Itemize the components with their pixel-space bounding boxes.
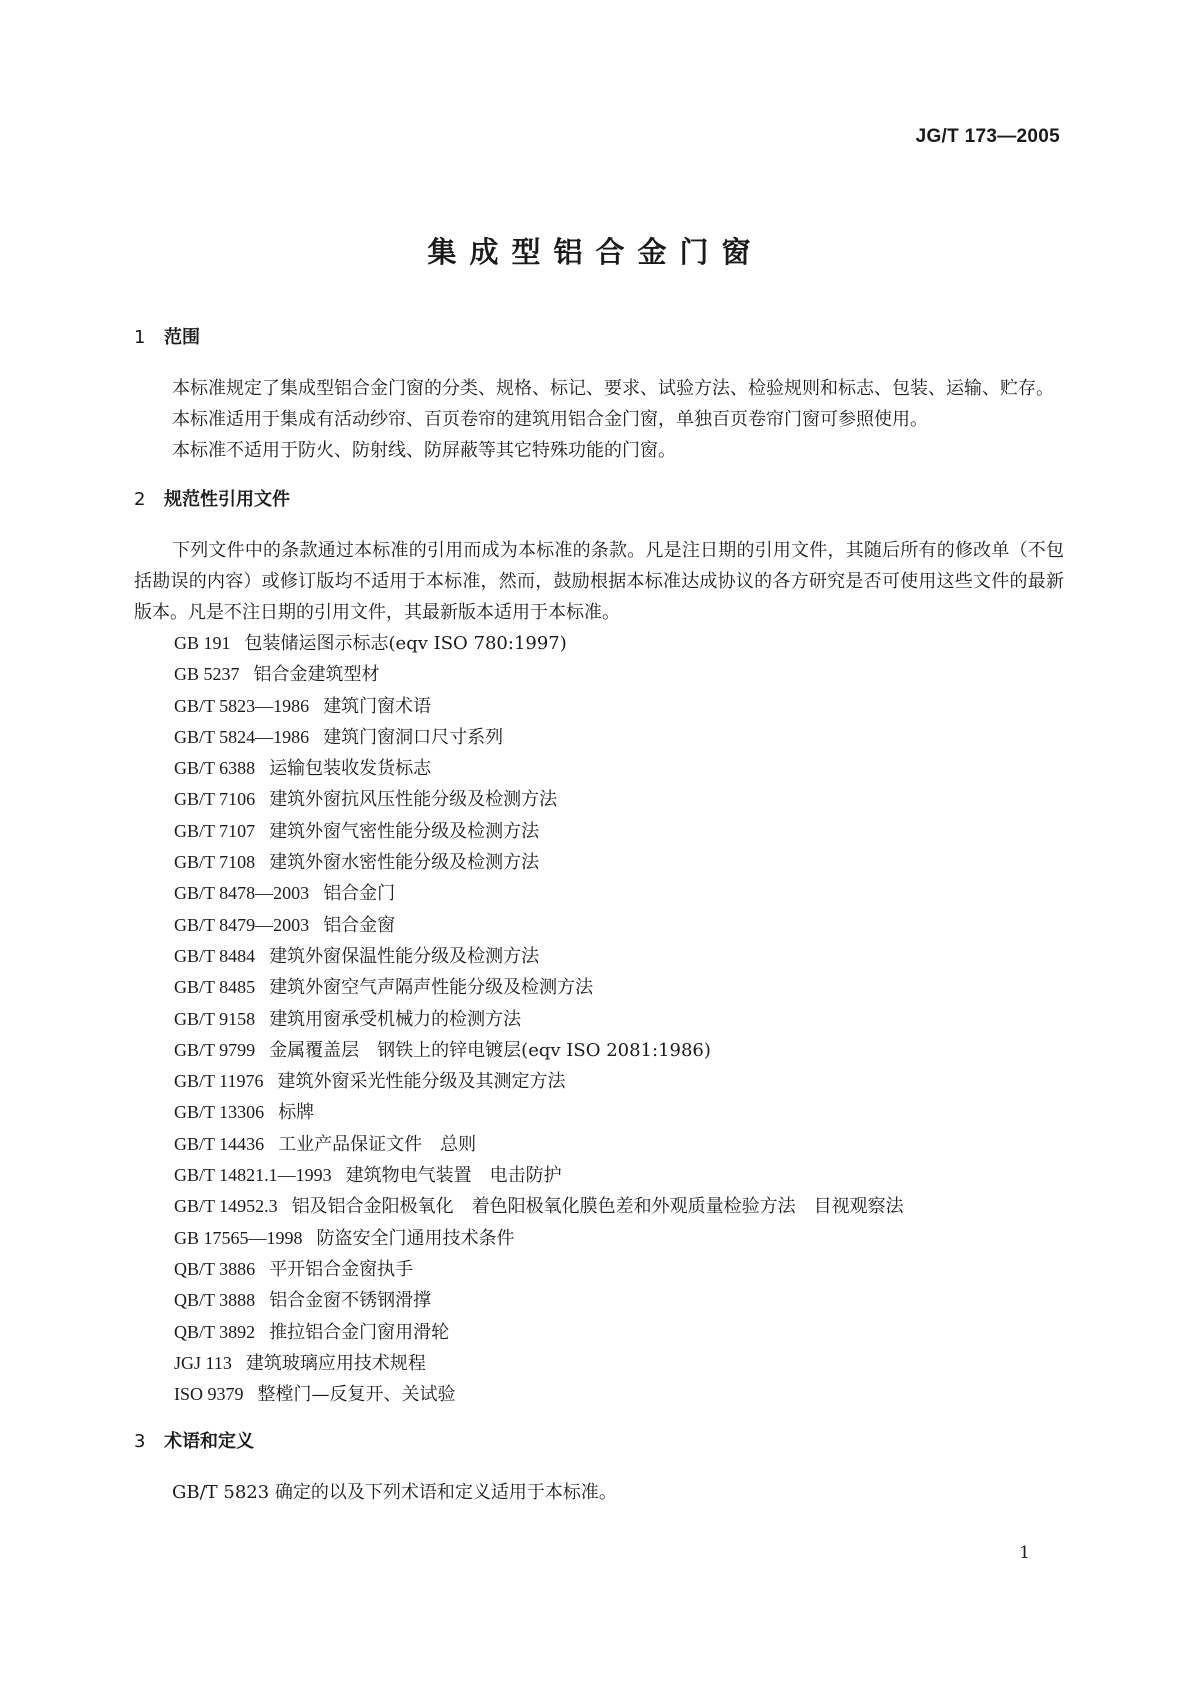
reference-code: GB/T 8484 xyxy=(174,945,256,966)
reference-title: 建筑外窗抗风压性能分级及检测方法 xyxy=(269,789,558,811)
reference-title: 建筑外窗水密性能分级及检测方法 xyxy=(269,852,540,874)
reference-item xyxy=(134,1097,1064,1128)
reference-code: GB 17565—1998 xyxy=(174,1227,303,1248)
reference-title: 建筑外窗保温性能分级及检测方法 xyxy=(269,945,540,967)
section-title: 术语和定义 xyxy=(164,1431,254,1453)
scope-paragraph: 本标准规定了集成型铝合金门窗的分类、规格、标记、要求、试验方法、检验规则和标志、包装、运输、贮存。 xyxy=(172,378,1054,399)
reference-item xyxy=(134,659,1064,690)
reference-item xyxy=(134,784,1064,815)
reference-code: GB/T 11976 xyxy=(174,1071,264,1092)
reference-code: GB/T 8479—2003 xyxy=(174,914,310,935)
section-title: 规范性引用文件 xyxy=(164,489,290,510)
reference-code: QB/T 3892 xyxy=(174,1321,256,1342)
section-heading-scope xyxy=(134,322,1064,353)
reference-item xyxy=(134,722,1064,753)
document-title: 集成型铝合金门窗 xyxy=(427,235,764,269)
reference-item xyxy=(134,878,1064,909)
reference-code: GB 191 xyxy=(174,633,231,653)
reference-code: GB/T 5824—1986 xyxy=(174,726,310,747)
reference-item xyxy=(134,691,1064,722)
reference-code: GB/T 9158 xyxy=(174,1008,256,1029)
reference-item xyxy=(134,1348,1064,1379)
reference-code: GB/T 5823—1986 xyxy=(174,695,310,716)
reference-title: 运输包装收发货标志 xyxy=(269,758,432,780)
reference-title: 铝合金建筑型材 xyxy=(253,664,380,686)
reference-item xyxy=(134,1254,1064,1285)
document-body xyxy=(134,322,1064,1508)
reference-item xyxy=(134,972,1064,1003)
reference-code: GB/T 9799 xyxy=(174,1039,256,1060)
reference-code: GB/T 7106 xyxy=(174,789,256,810)
reference-code: GB/T 14436 xyxy=(174,1133,265,1154)
reference-title: 建筑门窗洞口尺寸系列 xyxy=(323,726,504,748)
reference-code: JGJ 113 xyxy=(174,1352,232,1373)
reference-title: 铝合金窗不锈钢滑撑 xyxy=(269,1290,432,1312)
terms-paragraph: GB/T 5823 确定的以及下列术语和定义适用于本标准。 xyxy=(172,1482,617,1504)
reference-item xyxy=(134,910,1064,941)
reference-title: 整樘门—反复开、关试验 xyxy=(257,1384,456,1406)
reference-title: 铝合金门 xyxy=(323,883,396,905)
reference-code: QB/T 3888 xyxy=(174,1290,256,1311)
reference-title: 建筑门窗术语 xyxy=(323,695,432,717)
reference-code: GB/T 13306 xyxy=(174,1102,265,1123)
reference-code: GB 5237 xyxy=(174,664,240,685)
reference-title: 推拉铝合金门窗用滑轮 xyxy=(269,1321,450,1343)
reference-title: 建筑外窗采光性能分级及其测定方法 xyxy=(277,1071,566,1093)
reference-code: GB/T 8485 xyxy=(174,977,256,998)
reference-item xyxy=(134,1285,1064,1316)
reference-title: 标牌 xyxy=(278,1102,315,1124)
reference-title: 包装储运图示标志(eqv ISO 780:1997) xyxy=(244,633,567,654)
reference-item xyxy=(134,1317,1064,1348)
reference-item xyxy=(134,1066,1064,1097)
reference-item xyxy=(134,816,1064,847)
reference-title: 铝合金窗 xyxy=(323,914,396,936)
reference-code: GB/T 7108 xyxy=(174,852,256,873)
page-number: 1 xyxy=(1019,1543,1030,1563)
reference-item xyxy=(134,1129,1064,1160)
reference-title: 建筑外窗空气声隔声性能分级及检测方法 xyxy=(269,977,594,999)
section-heading-normative-references xyxy=(134,484,1064,515)
reference-code: GB/T 6388 xyxy=(174,758,256,779)
reference-item xyxy=(134,941,1064,972)
reference-title: 建筑物电气装置 电击防护 xyxy=(345,1165,562,1187)
reference-title: 防盗安全门通用技术条件 xyxy=(316,1227,515,1249)
reference-title: 建筑外窗气密性能分级及检测方法 xyxy=(269,820,540,842)
section-title: 范围 xyxy=(164,327,200,348)
section-number: 1 xyxy=(134,327,146,348)
reference-item xyxy=(134,847,1064,878)
reference-item xyxy=(134,1035,1064,1066)
references-intro: 下列文件中的条款通过本标准的引用而成为本标准的条款。凡是注日期的引用文件，其随后所有的修改单（不包括勘误的内容）或修订版均不适用于本标准，然而，鼓励根据本标准达成协议的各方研究是否可使用这些文件的最新版本。凡是不注日期的引用文件，其最新版本适用于本标准。 xyxy=(134,540,1064,623)
section-heading-terms xyxy=(134,1426,1064,1457)
scope-paragraph: 本标准适用于集成有活动纱帘、百页卷帘的建筑用铝合金门窗，单独百页卷帘门窗可参照使用。 xyxy=(172,409,928,430)
reference-title: 铝及铝合金阳极氧化 着色阳极氧化膜色差和外观质量检验方法 目视观察法 xyxy=(291,1196,904,1218)
reference-title: 建筑玻璃应用技术规程 xyxy=(245,1352,426,1374)
reference-code: GB/T 8478—2003 xyxy=(174,883,310,904)
reference-code: ISO 9379 xyxy=(174,1384,244,1405)
reference-item xyxy=(134,1379,1064,1410)
reference-title: 建筑用窗承受机械力的检测方法 xyxy=(269,1008,522,1030)
reference-item xyxy=(134,753,1064,784)
reference-item xyxy=(134,1004,1064,1035)
reference-code: QB/T 3886 xyxy=(174,1258,256,1279)
reference-item xyxy=(134,1223,1064,1254)
reference-item xyxy=(134,628,1064,659)
reference-item xyxy=(134,1160,1064,1191)
reference-code: GB/T 7107 xyxy=(174,820,256,841)
reference-title: 工业产品保证文件 总则 xyxy=(278,1133,477,1155)
reference-title: 金属覆盖层 钢铁上的锌电镀层(eqv ISO 2081:1986) xyxy=(269,1039,711,1061)
section-number: 3 xyxy=(134,1431,146,1453)
reference-list xyxy=(134,628,1064,1410)
reference-title: 平开铝合金窗执手 xyxy=(269,1258,414,1280)
reference-code: GB/T 14821.1—1993 xyxy=(174,1165,332,1186)
reference-item xyxy=(134,1191,1064,1222)
reference-code: GB/T 14952.3 xyxy=(174,1196,278,1217)
standard-number: JG/T 173—2005 xyxy=(915,126,1060,147)
section-number: 2 xyxy=(134,489,146,510)
scope-paragraph: 本标准不适用于防火、防射线、防屏蔽等其它特殊功能的门窗。 xyxy=(172,440,676,461)
